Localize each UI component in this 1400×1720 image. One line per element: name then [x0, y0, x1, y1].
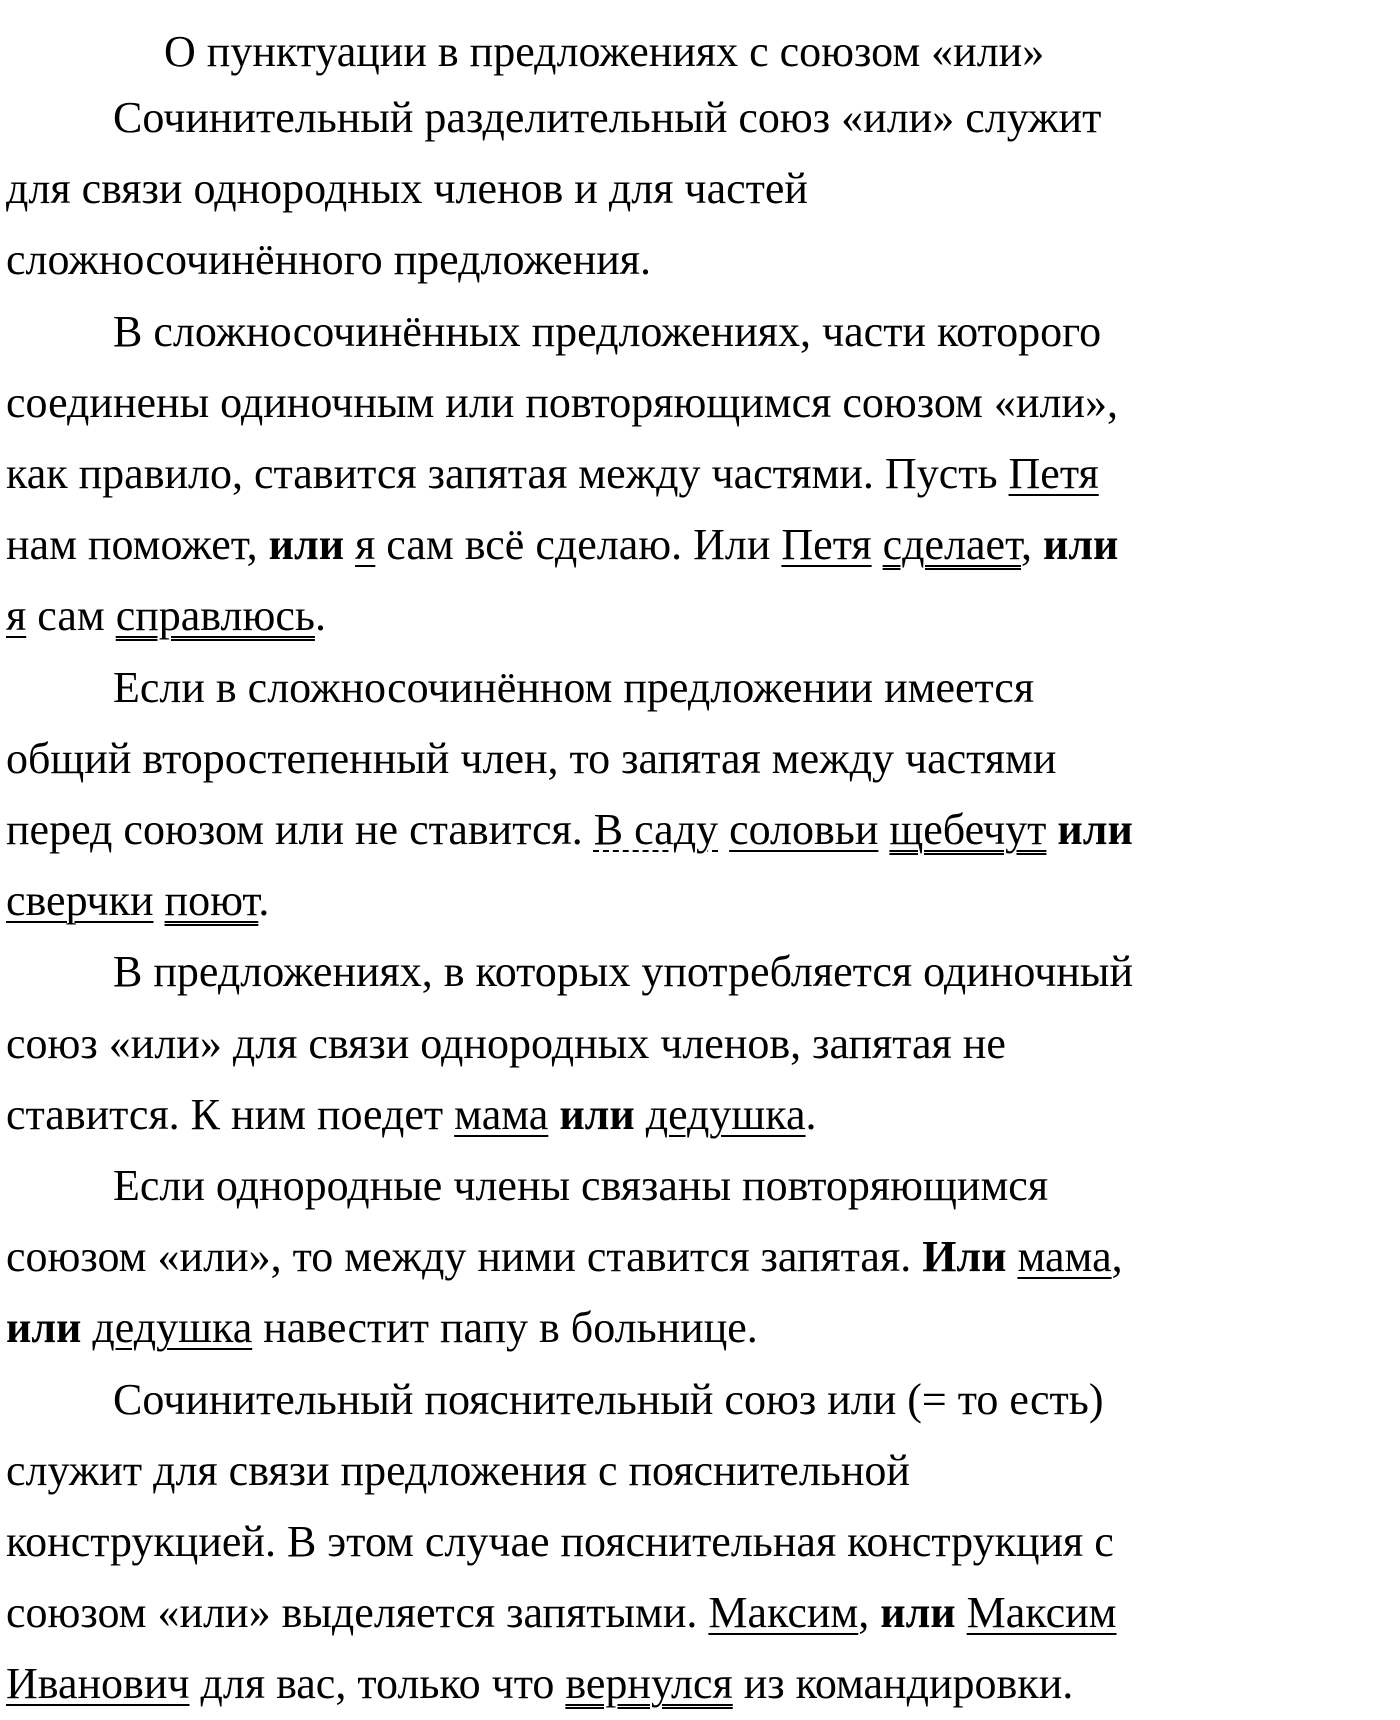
subject-word: Петя: [1008, 449, 1099, 499]
subject-word: мама: [1017, 1232, 1112, 1282]
paragraph-6-line-5: [6, 1648, 1396, 1719]
paragraph-6-line-3: конструкцией. В этом случае пояснительная конструкция с: [6, 1517, 1114, 1567]
conjunction-word: или: [268, 520, 345, 570]
paragraph-4: [6, 936, 1396, 1150]
subject-word: мама: [454, 1089, 549, 1139]
text-span: ,: [858, 1588, 881, 1638]
conjunction-word: Или: [922, 1232, 1007, 1282]
text-span: [718, 805, 729, 854]
text-span: как правило, ставится запятая между частями. Пусть: [6, 449, 1009, 499]
text-span: [878, 805, 889, 854]
subject-word: я: [6, 591, 27, 641]
conjunction-word: или: [6, 1303, 82, 1353]
subject-word: Максим: [708, 1588, 859, 1638]
text-span: навестит папу в больнице.: [252, 1303, 758, 1353]
subject-word: Иванович: [6, 1659, 190, 1709]
paragraph-4-line-3: [6, 1079, 1396, 1150]
subject-word: сверчки: [6, 876, 154, 926]
subject-word: дедушка: [645, 1089, 806, 1139]
paragraph-5-line-3: [6, 1292, 1396, 1363]
paragraph-3-line-2: общий второстепенный член, то запятая между частями: [6, 733, 1057, 783]
paragraph-6-line-2: служит для связи предложения с пояснительной: [6, 1445, 910, 1495]
predicate-word: поют: [164, 876, 259, 926]
text-span: [872, 520, 883, 569]
paragraph-4-line-2: союз «или» для связи однородных членов, запятая не: [6, 1018, 1006, 1068]
text-span: [1006, 1232, 1017, 1281]
conjunction-word: или: [880, 1588, 956, 1638]
text-span: [344, 520, 355, 569]
paragraph-3: [6, 652, 1396, 937]
text-span: [956, 1588, 967, 1637]
text-span: из командировки.: [732, 1659, 1074, 1709]
circumstance-word: В саду: [593, 805, 719, 855]
subject-word: дедушка: [92, 1303, 253, 1353]
paragraph-6-line-4: [6, 1577, 1396, 1648]
paragraph-2: [6, 296, 1396, 652]
paragraph-6: [6, 1364, 1396, 1720]
predicate-word: вернулся: [565, 1659, 733, 1709]
text-span: ,: [1021, 520, 1043, 570]
paragraph-3-line-4: [6, 865, 1396, 936]
paragraph-3-line-1: Если в сложносочинённом предложении имеется: [113, 662, 1035, 712]
predicate-word: справлюсь: [115, 591, 315, 641]
text-span: ставится. К ним поедет: [6, 1089, 455, 1139]
paragraph-2-line-5: [6, 580, 1396, 651]
subject-word: я: [355, 520, 376, 570]
paragraph-1-line-1: Сочинительный разделительный союз «или» служит: [113, 93, 1102, 142]
paragraph-5-line-1: Если однородные члены связаны повторяющимся: [113, 1161, 1049, 1211]
text-span: .: [258, 876, 270, 926]
text-span: [635, 1090, 646, 1139]
conjunction-word: или: [1043, 520, 1119, 570]
text-span: перед союзом или не ставится.: [6, 805, 594, 855]
paragraph-2-line-1: В сложносочинённых предложениях, части которого: [113, 306, 1102, 356]
paragraph-5-line-2: [6, 1221, 1396, 1292]
paragraph-1-line-3: сложносочинённого предложения.: [6, 235, 652, 285]
paragraph-6-line-1: Сочинительный пояснительный союз или (= то есть): [113, 1374, 1104, 1424]
text-span: союзом «или» выделяется запятыми.: [6, 1588, 709, 1638]
text-span: .: [805, 1089, 817, 1139]
text-span: сам всё сделаю. Или: [375, 520, 782, 570]
text-span: [1046, 805, 1057, 854]
text-span: союзом «или», то между ними ставится запятая.: [6, 1232, 923, 1282]
text-span: .: [314, 591, 326, 641]
paragraph-5: [6, 1150, 1396, 1364]
subject-word: Максим: [966, 1588, 1117, 1638]
paragraph-3-line-3: [6, 794, 1396, 865]
paragraph-2-line-3: [6, 438, 1396, 509]
subject-word: Петя: [781, 520, 872, 570]
text-span: для вас, только что: [189, 1659, 566, 1709]
conjunction-word: или: [559, 1089, 635, 1139]
predicate-word: сделает: [882, 520, 1021, 570]
paragraph-1: [6, 82, 1396, 296]
text-span: сам: [26, 591, 116, 641]
paragraph-2-line-4: [6, 509, 1396, 580]
text-span: [81, 1303, 92, 1352]
text-span: [154, 876, 165, 925]
paragraph-2-line-2: соединены одиночным или повторяющимся союзом «или»,: [6, 377, 1118, 427]
text-span: [548, 1090, 559, 1139]
paragraph-4-line-1: В предложениях, в которых употребляется одиночный: [113, 947, 1133, 997]
predicate-word: щебечут: [889, 805, 1047, 855]
document-title: О пунктуации в предложениях с союзом «или»: [164, 27, 1045, 76]
paragraph-1-line-2: для связи однородных членов и для частей: [6, 164, 808, 214]
text-span: нам поможет,: [6, 520, 269, 570]
text-span: ,: [1111, 1232, 1123, 1282]
subject-word: соловьи: [729, 805, 879, 855]
conjunction-word: или: [1057, 805, 1133, 855]
